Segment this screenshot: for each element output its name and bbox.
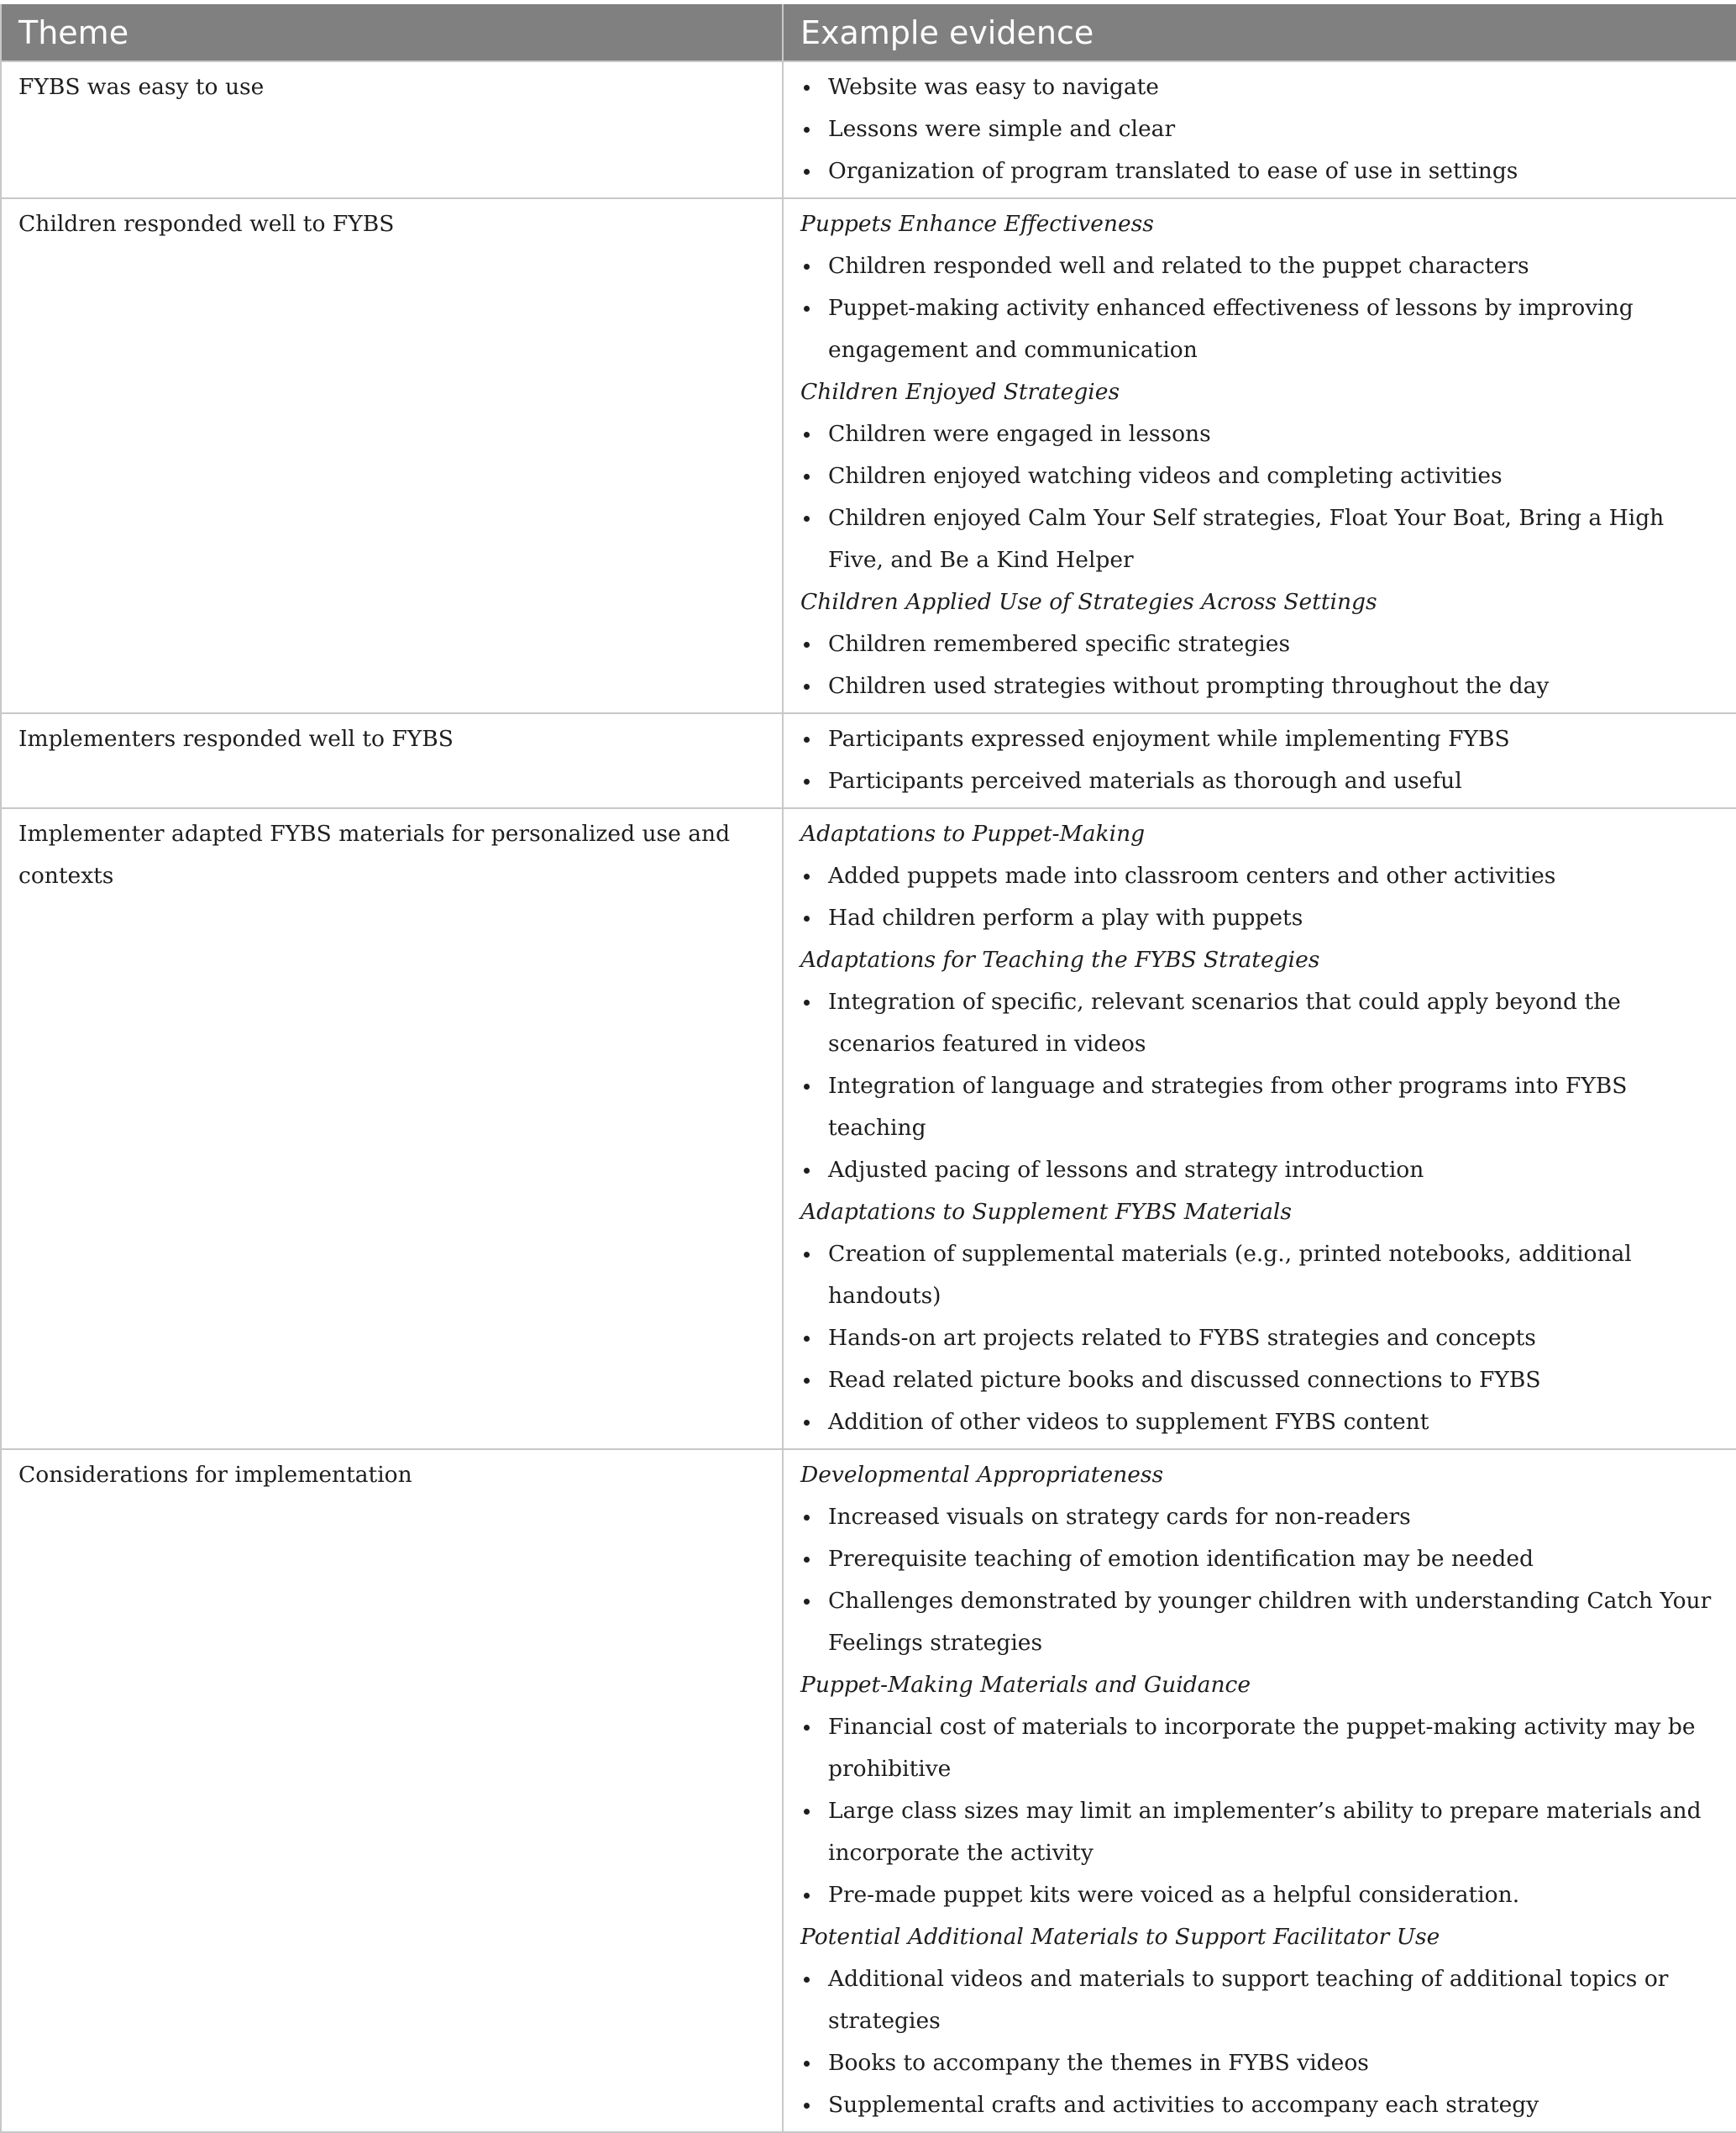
bullet-icon <box>804 516 810 522</box>
evidence-item-text: Children were engaged in lessons <box>828 421 1211 447</box>
table-header-row <box>1 4 1736 61</box>
header-theme: Theme <box>1 4 783 61</box>
evidence-item-text: Increased visuals on strategy cards for non-readers <box>828 1504 1411 1530</box>
evidence-item-text: Books to accompany the themes in FYBS videos <box>828 2050 1369 2076</box>
evidence-item <box>800 1317 1721 1359</box>
evidence-item-text: Had children perform a play with puppets <box>828 905 1303 931</box>
evidence-item-text: Added puppets made into classroom centers and other activities <box>828 863 1556 889</box>
evidence-subheading: Children Applied Use of Strategies Across Settings <box>800 589 1377 615</box>
evidence-item <box>800 981 1721 1065</box>
evidence-item-text: Children enjoyed watching videos and completing activities <box>828 463 1503 489</box>
evidence-item <box>800 150 1721 192</box>
theme-cell: Implementers responded well to FYBS <box>1 713 783 808</box>
evidence-cell <box>783 198 1736 713</box>
bullet-icon <box>804 2103 810 2109</box>
evidence-subheading: Puppets Enhance Effectiveness <box>800 211 1154 237</box>
evidence-subheading: Puppet-Making Materials and Guidance <box>800 1672 1251 1698</box>
evidence-item-text: Hands-on art projects related to FYBS strategies and concepts <box>828 1325 1536 1351</box>
theme-cell: FYBS was easy to use <box>1 61 783 198</box>
evidence-list <box>800 623 1721 707</box>
themes-table <box>0 4 1736 2133</box>
evidence-item-text: Large class sizes may limit an implementer’s ability to prepare materials and incorporate the activity <box>828 1798 1702 1866</box>
evidence-item <box>800 855 1721 897</box>
theme-cell: Children responded well to FYBS <box>1 198 783 713</box>
evidence-list <box>800 1496 1721 1664</box>
bullet-icon <box>804 127 810 133</box>
evidence-list <box>800 66 1721 192</box>
bullet-icon <box>804 779 810 785</box>
evidence-list <box>800 1233 1721 1443</box>
evidence-item-text: Integration of specific, relevant scenarios that could apply beyond the scenarios featured in videos <box>828 989 1621 1057</box>
theme-cell: Implementer adapted FYBS materials for personalized use and contexts <box>1 808 783 1449</box>
bullet-icon <box>804 1000 810 1006</box>
evidence-item <box>800 413 1721 455</box>
evidence-item-text: Challenges demonstrated by younger children with understanding Catch Your Feelings strategies <box>828 1588 1712 1656</box>
evidence-item <box>800 1496 1721 1538</box>
evidence-subheading: Children Enjoyed Strategies <box>800 379 1120 405</box>
evidence-item-text: Participants expressed enjoyment while implementing FYBS <box>828 726 1510 752</box>
evidence-item-text: Creation of supplemental materials (e.g., printed notebooks, additional handouts) <box>828 1241 1632 1309</box>
table-body <box>1 61 1736 2132</box>
evidence-item <box>800 2042 1721 2084</box>
evidence-cell <box>783 1449 1736 2132</box>
evidence-item-text: Children responded well and related to the puppet characters <box>828 253 1529 279</box>
bullet-icon <box>804 306 810 312</box>
bullet-icon <box>804 1084 810 1090</box>
bullet-icon <box>804 474 810 480</box>
evidence-item <box>800 1401 1721 1443</box>
bullet-icon <box>804 1168 810 1174</box>
evidence-item <box>800 1958 1721 2042</box>
evidence-list <box>800 855 1721 939</box>
evidence-item <box>800 66 1721 108</box>
evidence-item-text: Lessons were simple and clear <box>828 116 1176 142</box>
evidence-item <box>800 1790 1721 1874</box>
table-row <box>1 1449 1736 2132</box>
theme-cell: Considerations for implementation <box>1 1449 783 2132</box>
evidence-item <box>800 455 1721 497</box>
bullet-icon <box>804 2061 810 2067</box>
evidence-item <box>800 1580 1721 1664</box>
evidence-list <box>800 245 1721 371</box>
evidence-item <box>800 2084 1721 2126</box>
evidence-item <box>800 665 1721 707</box>
evidence-item <box>800 718 1721 760</box>
evidence-subheading: Potential Additional Materials to Support Facilitator Use <box>800 1924 1440 1950</box>
table-row <box>1 198 1736 713</box>
bullet-icon <box>804 737 810 743</box>
table-row <box>1 713 1736 808</box>
evidence-item-text: Pre-made puppet kits were voiced as a helpful consideration. <box>828 1882 1520 1908</box>
evidence-list <box>800 413 1721 581</box>
evidence-item-text: Organization of program translated to ease of use in settings <box>828 158 1518 184</box>
evidence-item <box>800 760 1721 802</box>
evidence-item <box>800 623 1721 665</box>
evidence-list <box>800 1706 1721 1916</box>
evidence-item-text: Supplemental crafts and activities to accompany each strategy <box>828 2092 1539 2118</box>
bullet-icon <box>804 1336 810 1342</box>
bullet-icon <box>804 874 810 880</box>
bullet-icon <box>804 916 810 922</box>
evidence-subheading: Adaptations to Supplement FYBS Materials <box>800 1199 1292 1225</box>
evidence-item <box>800 245 1721 287</box>
evidence-item-text: Children remembered specific strategies <box>828 631 1291 657</box>
evidence-item <box>800 1065 1721 1149</box>
evidence-list <box>800 981 1721 1191</box>
table-row <box>1 61 1736 198</box>
evidence-item <box>800 1874 1721 1916</box>
evidence-item <box>800 1359 1721 1401</box>
bullet-icon <box>804 1515 810 1521</box>
table-row <box>1 808 1736 1449</box>
bullet-icon <box>804 1893 810 1899</box>
evidence-item-text: Puppet-making activity enhanced effectiveness of lessons by improving engagement and communication <box>828 295 1634 363</box>
bullet-icon <box>804 432 810 438</box>
bullet-icon <box>804 1378 810 1384</box>
evidence-subheading: Adaptations to Puppet-Making <box>800 821 1146 847</box>
evidence-list <box>800 718 1721 802</box>
bullet-icon <box>804 1420 810 1426</box>
evidence-subheading: Developmental Appropriateness <box>800 1462 1164 1488</box>
bullet-icon <box>804 85 810 91</box>
evidence-item-text: Additional videos and materials to support teaching of additional topics or strategies <box>828 1966 1669 2034</box>
evidence-item <box>800 897 1721 939</box>
bullet-icon <box>804 1977 810 1983</box>
evidence-item <box>800 497 1721 581</box>
evidence-item-text: Financial cost of materials to incorporate the puppet-making activity may be prohibitive <box>828 1714 1696 1782</box>
evidence-item-text: Read related picture books and discussed connections to FYBS <box>828 1367 1541 1393</box>
evidence-item-text: Children enjoyed Calm Your Self strategies, Float Your Boat, Bring a High Five, and Be a Kind Helper <box>828 505 1665 573</box>
bullet-icon <box>804 1252 810 1258</box>
bullet-icon <box>804 1809 810 1815</box>
bullet-icon <box>804 264 810 270</box>
evidence-list <box>800 1958 1721 2126</box>
evidence-subheading: Adaptations for Teaching the FYBS Strategies <box>800 947 1320 973</box>
evidence-item <box>800 1538 1721 1580</box>
evidence-item-text: Website was easy to navigate <box>828 74 1159 100</box>
evidence-item-text: Participants perceived materials as thorough and useful <box>828 768 1462 794</box>
bullet-icon <box>804 169 810 175</box>
evidence-item-text: Addition of other videos to supplement FYBS content <box>828 1409 1429 1435</box>
evidence-item-text: Children used strategies without prompting throughout the day <box>828 673 1550 699</box>
bullet-icon <box>804 684 810 690</box>
evidence-item-text: Prerequisite teaching of emotion identification may be needed <box>828 1546 1534 1572</box>
evidence-item-text: Adjusted pacing of lessons and strategy introduction <box>828 1157 1424 1183</box>
evidence-item <box>800 108 1721 150</box>
bullet-icon <box>804 1557 810 1563</box>
bullet-icon <box>804 1725 810 1731</box>
evidence-item <box>800 287 1721 371</box>
evidence-cell <box>783 61 1736 198</box>
evidence-item <box>800 1149 1721 1191</box>
evidence-cell <box>783 808 1736 1449</box>
bullet-icon <box>804 642 810 648</box>
evidence-cell <box>783 713 1736 808</box>
evidence-item <box>800 1233 1721 1317</box>
evidence-item-text: Integration of language and strategies from other programs into FYBS teaching <box>828 1073 1628 1141</box>
evidence-item <box>800 1706 1721 1790</box>
bullet-icon <box>804 1599 810 1605</box>
header-example-evidence: Example evidence <box>783 4 1736 61</box>
